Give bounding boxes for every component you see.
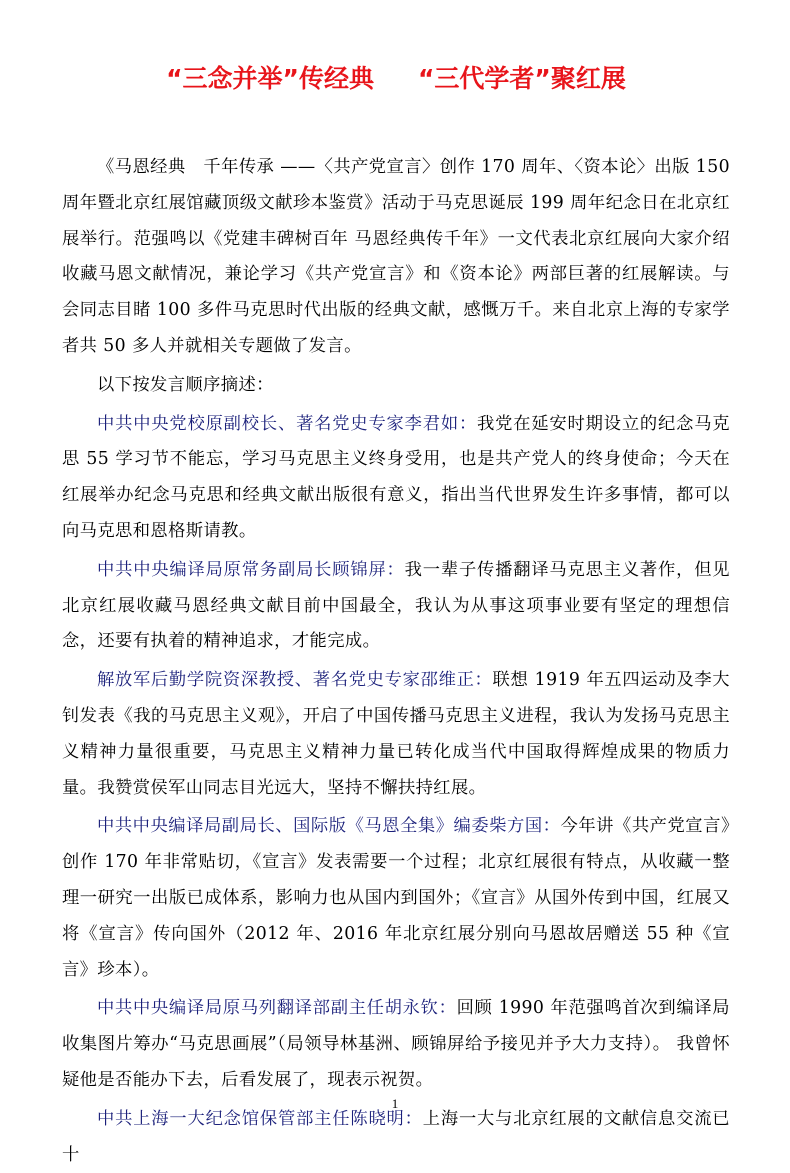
speech-text: 今年讲《共产党宣言》创作 170 年非常贴切，《宣言》发表需要一个过程；北京红展很有特点，从收藏一整理一研究一出版已成体系，影响力也从国内到国外；《宣言》从国外传到中国，红展又将《宣言》传向国外（2012 年、2016 年北京红展分别向马恩故居赠送 55 种《宣言》珍本）。 — [62, 816, 730, 980]
speech-text: 回顾 1990 年范强鸣首次到编译局收集图片筹办“马克思画展”（局领导林基洲、顾锦屏给予接见并予大力支持）。 我曾怀疑他是否能办下去，后看发展了，现表示祝贺。 — [62, 998, 730, 1090]
speaker-name: 中共中央党校原副校长、著名党史专家李君如： — [97, 413, 478, 434]
title-part-1: “三念并举”传经典 — [166, 64, 374, 93]
page-title — [62, 62, 730, 96]
title-part-2: “三代学者”聚红展 — [418, 64, 626, 93]
speaker-name: 中共中央编译局副局长、国际版《马恩全集》编委柴方国： — [97, 816, 561, 837]
speech-text: 联想 1919 年五四运动及李大钊发表《我的马克思主义观》，开启了中国传播马克思主义进程，我认为发扬马克思主义精神力量很重要，马克思主义精神力量已转化成当代中国取得辉煌成果的物质力量。我赞赏侯军山同志目光远大，坚持不懈扶持红展。 — [62, 670, 730, 798]
speaker-name: 中共中央编译局原常务副局长顾锦屏： — [97, 559, 405, 580]
speech-text: 我党在延安时期设立的纪念马克思 55 学习节不能忘，学习马克思主义终身受用，也是共产党人的终身使命；今天在红展举办纪念马克思和经典文献出版很有意义，指出当代世界发生许多事情，都可以向马克思和恩格斯请教。 — [62, 413, 730, 541]
speaker-name: 解放军后勤学院资深教授、著名党史专家邵维正： — [97, 670, 493, 691]
speaker-name: 中共上海一大纪念馆保管部主任陈晓明： — [97, 1108, 423, 1129]
speaker-name: 中共中央编译局原马列翻译部副主任胡永钦： — [97, 998, 457, 1019]
speech-paragraph-2 — [62, 553, 730, 660]
speech-text: 上海一大与北京红展的文献信息交流已十 — [62, 1108, 730, 1165]
speech-paragraph-6 — [62, 1102, 730, 1173]
speech-text: 我一辈子传播翻译马克思主义著作，但见北京红展收藏马恩经典文献目前中国最全，我认为从事这项事业要有坚定的理想信念，还要有执着的精神追求，才能完成。 — [62, 559, 730, 652]
speech-paragraph-4 — [62, 809, 730, 988]
page-number: 1 — [391, 1096, 399, 1111]
speech-paragraph-3 — [62, 663, 730, 806]
speech-paragraph-5 — [62, 991, 730, 1098]
intro-paragraph: 《马恩经典 千年传承 ——〈共产党宣言〉创作 170 周年、〈资本论〉出版 150 周年暨北京红展馆藏顶级文献珍本鉴赏》活动于马克思诞辰 199 周年纪念日在北京红展举行。范强鸣以《党建丰碑树百年 马恩经典传千年》一文代表北京红展向大家介绍收藏马恩文献情况，兼论学习《共产党宣言》和《资本论》两部巨著的红展解读。与会同志目睹 100 多件马克思时代出版的经典文献，感慨万千。来自北京上海的专家学者共 50 多人并就相关专题做了发言。 — [62, 157, 730, 356]
speech-paragraph-1 — [62, 407, 730, 550]
lead-paragraph: 以下按发言顺序摘述： — [97, 374, 274, 395]
